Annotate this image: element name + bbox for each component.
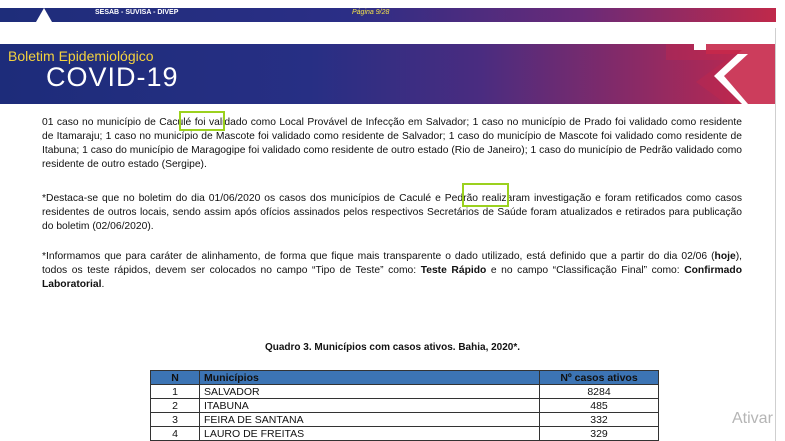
row-n: 4	[151, 427, 200, 441]
p3-bold-confirmado: Confirmado Laboratorial	[42, 265, 742, 290]
table-caption: Quadro 3. Municípios com casos ativos. Bahia, 2020*.	[264, 342, 521, 353]
row-casos: 8284	[540, 385, 659, 399]
p2-text-b: e Pedrão realizaram investigação e foram retificados como casos residentes de outros locais, sendo assim após ofícios assinados pelos respectivos Secretários de Saúde foram atualizados e retirados para publicação do boletim (02/06/2020).	[42, 193, 742, 232]
p3-text-b: ), todos os teste rápidos, devem ser colocados no campo “Tipo de Teste” como:	[42, 251, 742, 276]
header-n: N	[151, 371, 200, 385]
p3-text-d: .	[101, 279, 105, 290]
p1-text-b: foi validado como Local Provável de Infecção em Salvador; 1 caso no município de Prado foi validado como residente de Itamaraju; 1 caso no município de Mascote foi validado como residente de Salvador; 1 caso do município de Mascote foi validado como residente de Itabuna; 1 caso do município de Maragogipe foi validado como residente de outro estado (Rio de Janeiro); 1 caso do município de Pedrão validado como residente de outro estado (Sergipe).	[42, 117, 742, 170]
row-casos: 329	[540, 427, 659, 441]
row-n: 2	[151, 399, 200, 413]
paragraph-case-validation	[42, 116, 742, 172]
table-header-row	[151, 371, 659, 385]
row-n: 3	[151, 413, 200, 427]
page-border-line	[775, 28, 776, 441]
highlight-box-2	[462, 183, 509, 207]
p2-text-a: *Destaca-se que no boletim do dia 01/06/2020 os casos dos municípios de	[42, 193, 400, 204]
p3-bold-hoje: hoje	[714, 251, 736, 262]
bulletin-subtitle: COVID-19	[46, 62, 179, 92]
p3-text-a: *Informamos que para caráter de alinhamento, de forma que fique mais transparente o dado utilizado, está definido que a partir do dia 02/06 (	[42, 251, 715, 262]
row-municipio: SALVADOR	[200, 385, 540, 399]
page-number: Página 9/28	[352, 9, 390, 16]
row-municipio: ITABUNA	[200, 399, 540, 413]
banner-chevron-graphic	[666, 44, 776, 104]
top-header-strip	[0, 8, 776, 22]
row-municipio: FEIRA DE SANTANA	[200, 413, 540, 427]
bulletin-banner	[0, 44, 776, 104]
paragraph-rectification	[42, 192, 742, 234]
table-row	[151, 399, 659, 413]
row-casos: 485	[540, 399, 659, 413]
activation-watermark: Ativar	[732, 410, 773, 427]
active-cases-table	[150, 370, 659, 441]
p3-bold-teste-rapido: Teste Rápido	[420, 265, 487, 276]
table-row	[151, 385, 659, 399]
bulletin-title: Boletim Epidemiológico	[8, 48, 154, 64]
row-n: 1	[151, 385, 200, 399]
table-row	[151, 413, 659, 427]
p1-highlight-city: Caculé	[159, 117, 192, 128]
header-notch	[36, 8, 52, 22]
row-casos: 332	[540, 413, 659, 427]
highlight-box-1	[179, 111, 225, 131]
row-municipio: LAURO DE FREITAS	[200, 427, 540, 441]
org-label: SESAB - SUVISA - DIVEP	[95, 9, 179, 16]
p2-highlight-city: Caculé	[399, 193, 432, 204]
p1-text-a: 01 caso no município de	[42, 117, 160, 128]
paragraph-rapid-test-info	[42, 250, 742, 292]
header-municipios: Municípios	[200, 371, 540, 385]
p3-text-c: e no campo “Classificação Final” como:	[486, 265, 685, 276]
table-row	[151, 427, 659, 441]
header-casos-ativos: Nº casos ativos	[540, 371, 659, 385]
